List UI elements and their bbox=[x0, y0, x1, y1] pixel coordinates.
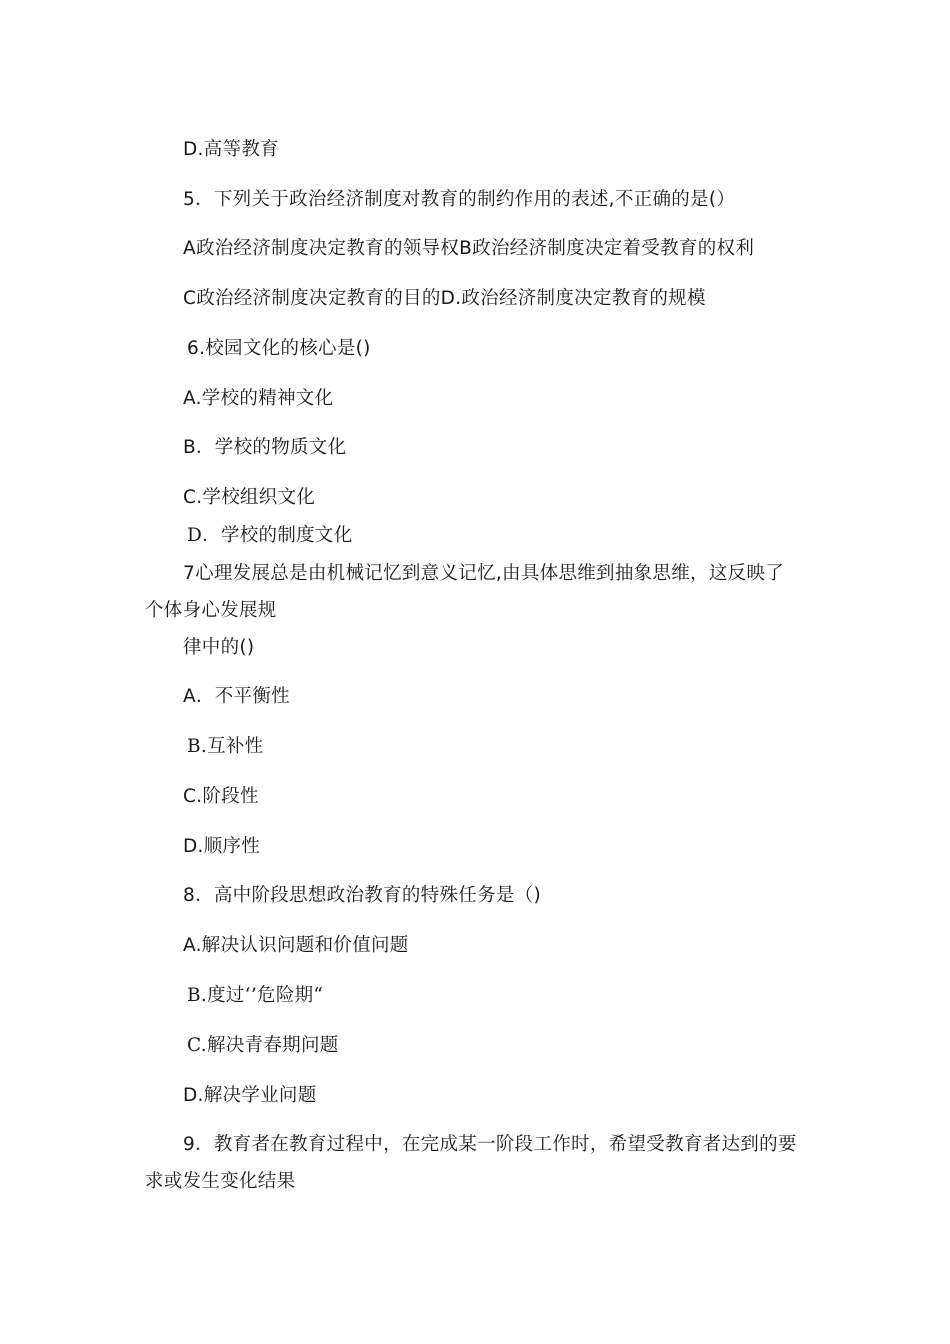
question-5-options-ab: A政治经济制度决定教育的领导权B政治经济制度决定着受教育的权利 bbox=[183, 238, 755, 259]
question-6-option-d: D．学校的制度文化 bbox=[187, 525, 353, 546]
question-7-option-d: D.顺序性 bbox=[183, 836, 261, 857]
question-7-option-a: A．不平衡性 bbox=[183, 686, 290, 707]
question-6-option-a: A.学校的精神文化 bbox=[183, 388, 334, 409]
question-8-option-b: B.度过‘’危险期“ bbox=[187, 985, 324, 1006]
question-9-line-1: 9．教育者在教育过程中，在完成某一阶段工作时，希望受教育者达到的要 bbox=[183, 1134, 797, 1155]
question-9-line-2: 求或发生变化结果 bbox=[145, 1171, 296, 1192]
question-7-option-b: B.互补性 bbox=[187, 736, 264, 757]
question-6-option-c: C.学校组织文化 bbox=[183, 487, 316, 508]
question-7-line-1: 7心理发展总是由机械记忆到意义记忆,由具体思维到抽象思维，这反映了 bbox=[183, 563, 785, 584]
question-7-line-2: 个体身心发展规 bbox=[145, 600, 277, 621]
question-5: 5．下列关于政治经济制度对教育的制约作用的表述,不正确的是(） bbox=[183, 189, 736, 210]
question-6: 6.校园文化的核心是() bbox=[187, 338, 371, 359]
option-4-d: D.高等教育 bbox=[183, 139, 279, 160]
question-8: 8．高中阶段思想政治教育的特殊任务是（) bbox=[183, 885, 541, 906]
question-7-line-3: 律中的() bbox=[183, 637, 255, 658]
question-6-option-b: B．学校的物质文化 bbox=[183, 437, 347, 458]
question-7-option-c: C.阶段性 bbox=[183, 786, 259, 807]
question-8-option-c: C.解决青春期问题 bbox=[187, 1035, 339, 1056]
question-8-option-a: A.解决认识问题和价值问题 bbox=[183, 935, 409, 956]
question-8-option-d: D.解决学业问题 bbox=[183, 1085, 317, 1106]
question-5-options-cd: C政治经济制度决定教育的目的D.政治经济制度决定教育的规模 bbox=[183, 288, 706, 309]
